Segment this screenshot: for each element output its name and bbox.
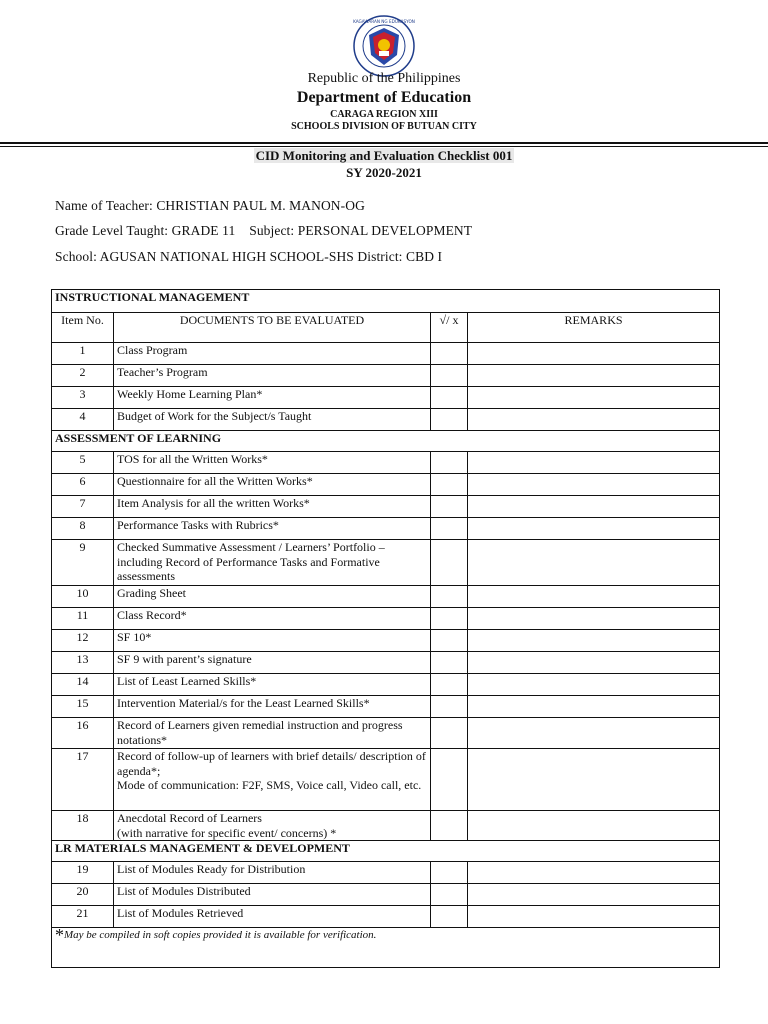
check-cell xyxy=(431,474,468,496)
remarks-cell xyxy=(468,474,720,496)
table-row: 2 Teacher’s Program xyxy=(52,365,720,387)
check-cell xyxy=(431,387,468,409)
column-header: Item No. xyxy=(52,313,114,343)
table-row: 3 Weekly Home Learning Plan* xyxy=(52,387,720,409)
remarks-cell xyxy=(468,749,720,811)
column-header: DOCUMENTS TO BE EVALUATED xyxy=(114,313,431,343)
remarks-cell xyxy=(468,906,720,928)
remarks-cell xyxy=(468,452,720,474)
check-cell xyxy=(431,652,468,674)
grade-subject: Grade Level Taught: GRADE 11 Subject: PERSONAL DEVELOPMENT xyxy=(55,223,473,238)
footnote: *May be compiled in soft copies provided it is available for verification. xyxy=(52,928,720,968)
section-header: LR MATERIALS MANAGEMENT & DEVELOPMENT xyxy=(52,841,720,862)
table-row: 7 Item Analysis for all the written Works* xyxy=(52,496,720,518)
table-row: 11 Class Record* xyxy=(52,608,720,630)
checklist-title: CID Monitoring and Evaluation Checklist 001 xyxy=(255,148,513,163)
table-row: 4 Budget of Work for the Subject/s Taught xyxy=(52,409,720,431)
check-cell xyxy=(431,906,468,928)
table-row: 18 Anecdotal Record of Learners (with narrative for specific event/ concerns) * xyxy=(52,811,720,841)
svg-text:KAGAWARAN NG EDUKASYON: KAGAWARAN NG EDUKASYON xyxy=(353,19,415,24)
header-rule-thick xyxy=(0,142,768,144)
header-rule-thin xyxy=(0,146,768,147)
remarks-cell xyxy=(468,496,720,518)
table-row: 8 Performance Tasks with Rubrics* xyxy=(52,518,720,540)
check-cell xyxy=(431,496,468,518)
check-cell xyxy=(431,884,468,906)
table-row: 9 Checked Summative Assessment / Learners’ Portfolio – including Record of Performance Tasks and Formative assessments xyxy=(52,540,720,586)
remarks-cell xyxy=(468,674,720,696)
section-header: ASSESSMENT OF LEARNING xyxy=(52,431,720,452)
remarks-cell xyxy=(468,718,720,749)
table-row: 17 Record of follow-up of learners with brief details/ description of agenda*; Mode of communication: F2F, SMS, Voice call, Video call, etc. xyxy=(52,749,720,811)
check-cell xyxy=(431,749,468,811)
table-row: 20 List of Modules Distributed xyxy=(52,884,720,906)
department-title: Department of Education xyxy=(296,89,472,106)
remarks-cell xyxy=(468,387,720,409)
check-cell xyxy=(431,811,468,841)
table-row: 13 SF 9 with parent’s signature xyxy=(52,652,720,674)
check-cell xyxy=(431,409,468,431)
column-header: √/ x xyxy=(431,313,468,343)
table-row: 21 List of Modules Retrieved xyxy=(52,906,720,928)
teacher-name: Name of Teacher: CHRISTIAN PAUL M. MANON-OG xyxy=(55,198,365,213)
checklist-table xyxy=(51,289,720,968)
table-row: 14 List of Least Learned Skills* xyxy=(52,674,720,696)
check-cell xyxy=(431,630,468,652)
check-cell xyxy=(431,674,468,696)
check-cell xyxy=(431,718,468,749)
remarks-cell xyxy=(468,365,720,387)
check-cell xyxy=(431,862,468,884)
check-cell xyxy=(431,586,468,608)
table-row: 15 Intervention Material/s for the Least Learned Skills* xyxy=(52,696,720,718)
remarks-cell xyxy=(468,884,720,906)
check-cell xyxy=(431,343,468,365)
table-row: 5 TOS for all the Written Works* xyxy=(52,452,720,474)
table-row: 19 List of Modules Ready for Distribution xyxy=(52,862,720,884)
remarks-cell xyxy=(468,862,720,884)
remarks-cell xyxy=(468,608,720,630)
column-header: REMARKS xyxy=(468,313,720,343)
check-cell xyxy=(431,452,468,474)
table-row: 10 Grading Sheet xyxy=(52,586,720,608)
remarks-cell xyxy=(468,652,720,674)
republic-line: Republic of the Philippines xyxy=(307,71,461,86)
region-line: CARAGA REGION XIII xyxy=(330,109,438,120)
table-row: 6 Questionnaire for all the Written Works* xyxy=(52,474,720,496)
division-line: SCHOOLS DIVISION OF BUTUAN CITY xyxy=(291,121,477,132)
section-header: INSTRUCTIONAL MANAGEMENT xyxy=(52,290,720,313)
remarks-cell xyxy=(468,630,720,652)
remarks-cell xyxy=(468,696,720,718)
check-cell xyxy=(431,518,468,540)
remarks-cell xyxy=(468,811,720,841)
school-district: School: AGUSAN NATIONAL HIGH SCHOOL-SHS District: CBD I xyxy=(55,249,443,264)
remarks-cell xyxy=(468,540,720,586)
table-row: 12 SF 10* xyxy=(52,630,720,652)
remarks-cell xyxy=(468,409,720,431)
remarks-cell xyxy=(468,586,720,608)
table-row: 1 Class Program xyxy=(52,343,720,365)
table-row: 16 Record of Learners given remedial instruction and progress notations* xyxy=(52,718,720,749)
check-cell xyxy=(431,365,468,387)
remarks-cell xyxy=(468,343,720,365)
remarks-cell xyxy=(468,518,720,540)
deped-seal xyxy=(349,15,419,77)
check-cell xyxy=(431,696,468,718)
check-cell xyxy=(431,540,468,586)
check-cell xyxy=(431,608,468,630)
school-year: SY 2020-2021 xyxy=(346,165,422,180)
